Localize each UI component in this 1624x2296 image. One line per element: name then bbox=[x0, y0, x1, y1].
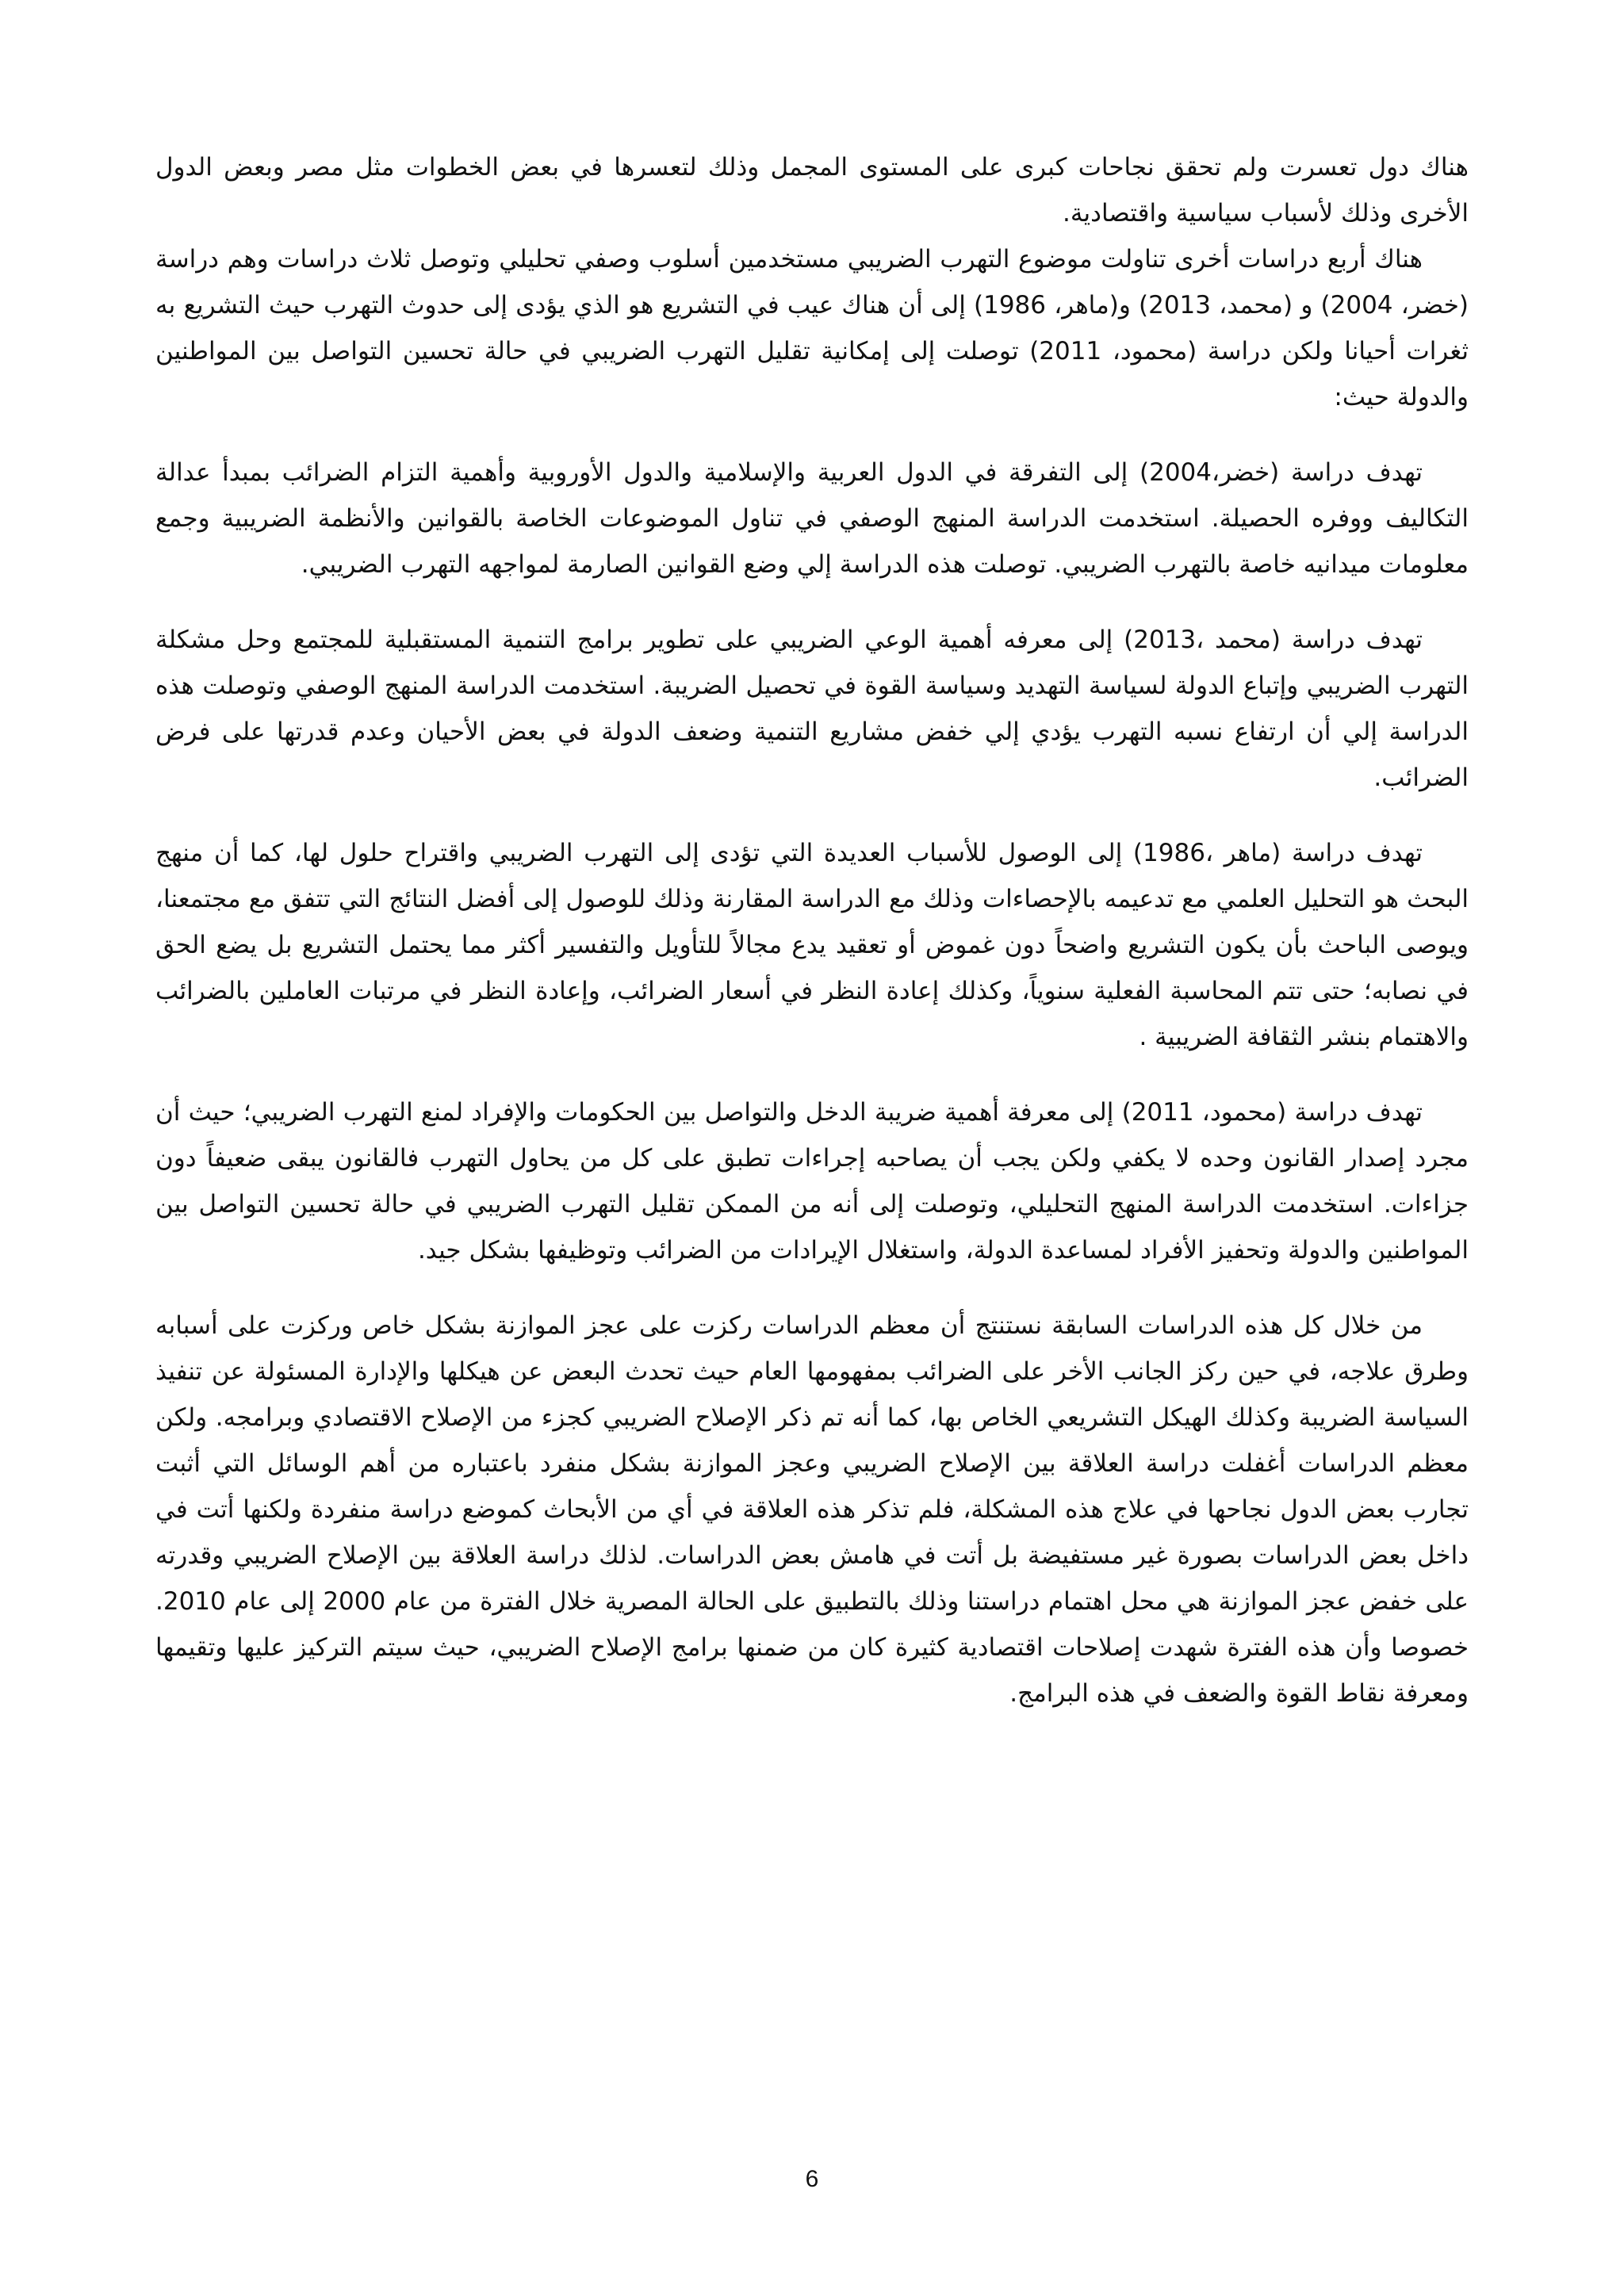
paragraph-conclusion: من خلال كل هذه الدراسات السابقة نستنتج أن معظم الدراسات ركزت على عجز الموازنة بشكل خاص وركزت على أسبابه وطرق علاجه، في حين ركز الجانب الأخر على الضرائب بمفهومها العام حيث تحدث البعض عن هيكلها والإدارة المسئولة عن تنفيذ السياسة الضريبة وكذلك الهيكل التشريعي الخاص بها، كما أنه تم ذكر الإصلاح الضريبي كجزء من الإصلاح الاقتصادي وبرامجه. ولكن معظم الدراسات أغفلت دراسة العلاقة بين الإصلاح الضريبي وعجز الموازنة بشكل منفرد باعتباره من أهم الوسائل التي أثبت تجارب بعض الدول نجاحها في علاج هذه المشكلة، فلم تذكر هذه العلاقة في أي من الأبحاث كموضع دراسة منفردة ولكنها أتت في داخل بعض الدراسات بصورة غير مستفيضة بل أتت في هامش بعض الدراسات. لذلك دراسة العلاقة بين الإصلاح الضريبي وقدرته على خفض عجز الموازنة هي محل اهتمام دراستنا وذلك بالتطبيق على الحالة المصرية خلال الفترة من عام 2000 إلى عام 2010. خصوصا وأن هذه الفترة شهدت إصلاحات اقتصادية كثيرة كان من ضمنها برامج الإصلاح الضريبي، حيث سيتم التركيز عليها وتقيمها ومعرفة نقاط القوة والضعف في هذه البرامج. bbox=[155, 1311, 1469, 1708]
document-body bbox=[155, 144, 1469, 1716]
paragraph-study-maher-1986: تهدف دراسة (ماهر ،1986) إلى الوصول للأسباب العديدة التي تؤدى إلى التهرب الضريبي واقتراح حلول لها، كما أن منهج البحث هو التحليل العلمي مع تدعيمه بالإحصاءات وذلك مع الدراسة المقارنة وذلك للوصول إلى أفضل النتائج التي تتفق مع مجتمعنا، ويوصى الباحث بأن يكون التشريع واضحاً دون غموض أو تعقيد يدع مجالاً للتأويل والتفسير أكثر مما يحتمل التشريع بل يضع الحق في نصابه؛ حتى تتم المحاسبة الفعلية سنوياً، وكذلك إعادة النظر في أسعار الضرائب، وإعادة النظر في مرتبات العاملين بالضرائب والاهتمام بنشر الثقافة الضريبية . bbox=[155, 839, 1469, 1051]
paragraph-intro-continuation: هناك دول تعسرت ولم تحقق نجاحات كبرى على المستوى المجمل وذلك لتعسرها في بعض الخطوات مثل مصر وبعض الدول الأخرى وذلك لأسباب سياسية واقتصادية. bbox=[155, 153, 1469, 228]
paragraph-four-studies-overview: هناك أربع دراسات أخرى تناولت موضوع التهرب الضريبي مستخدمين أسلوب وصفي تحليلي وتوصل ثلاث دراسات وهم دراسة (خضر، 2004) و (محمد، 2013) و(ماهر، 1986) إلى أن هناك عيب في التشريع هو الذي يؤدى إلى حدوث التهرب حيث التشريع به ثغرات أحيانا ولكن دراسة (محمود، 2011) توصلت إلى إمكانية تقليل التهرب الضريبي في حالة تحسين التواصل بين المواطنين والدولة حيث: bbox=[155, 245, 1469, 411]
page-number: 6 bbox=[805, 2166, 819, 2192]
paragraph-study-mohamed-2013: تهدف دراسة (محمد ،2013) إلى معرفه أهمية الوعي الضريبي على تطوير برامج التنمية المستقبلية للمجتمع وحل مشكلة التهرب الضريبي وإتباع الدولة لسياسة التهديد وسياسة القوة في تحصيل الضريبة. استخدمت الدراسة المنهج الوصفي وتوصلت هذه الدراسة إلي أن ارتفاع نسبه التهرب يؤدي إلي خفض مشاريع التنمية وضعف الدولة في بعض الأحيان وعدم قدرتها على فرض الضرائب. bbox=[155, 626, 1469, 792]
paragraph-study-khodr-2004: تهدف دراسة (خضر،2004) إلى التفرقة في الدول العربية والإسلامية والدول الأوروبية وأهمية التزام الضرائب بمبدأ عدالة التكاليف ووفره الحصيلة. استخدمت الدراسة المنهج الوصفي في تناول الموضوعات الخاصة بالقوانين والأنظمة الضريبية وجمع معلومات ميدانيه خاصة بالتهرب الضريبي. توصلت هذه الدراسة إلي وضع القوانين الصارمة لمواجهه التهرب الضريبي. bbox=[155, 458, 1469, 579]
paragraph-study-mahmoud-2011: تهدف دراسة (محمود، 2011) إلى معرفة أهمية ضريبة الدخل والتواصل بين الحكومات والإفراد لمنع التهرب الضريبي؛ حيث أن مجرد إصدار القانون وحده لا يكفي ولكن يجب أن يصاحبه إجراءات تطبق على كل من يحاول التهرب فالقانون يبقى ضعيفاً دون جزاءات. استخدمت الدراسة المنهج التحليلي، وتوصلت إلى أنه من الممكن تقليل التهرب الضريبي في حالة تحسين التواصل بين المواطنين والدولة وتحفيز الأفراد لمساعدة الدولة، واستغلال الإيرادات من الضرائب وتوظيفها بشكل جيد. bbox=[155, 1098, 1469, 1265]
